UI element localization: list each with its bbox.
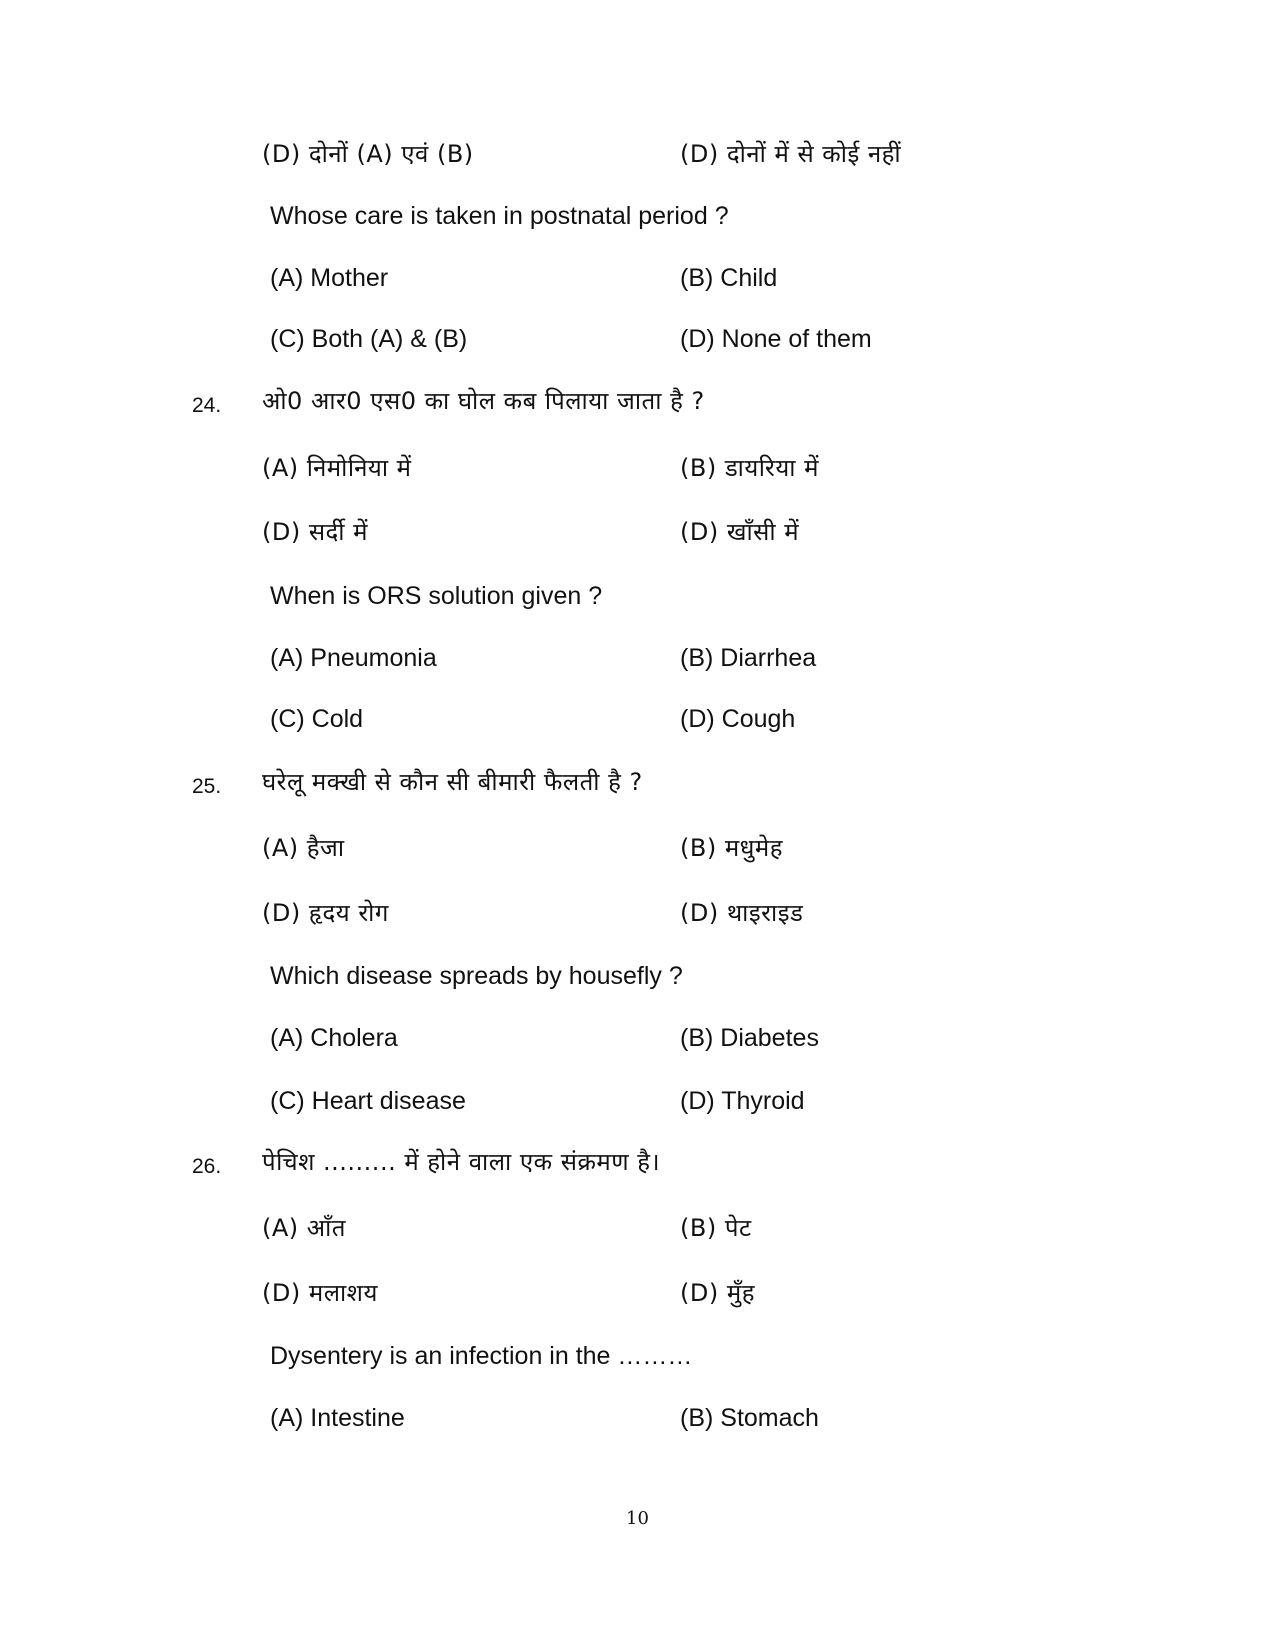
english-option: (C) Both (A) & (B) — [270, 325, 468, 353]
hindi-option: (B) डायरिया में — [680, 454, 819, 482]
hindi-option: (D) दोनों (A) एवं (B) — [262, 140, 474, 168]
hindi-option: (D) हृदय रोग — [262, 899, 389, 927]
hindi-option: (D) मुँह — [680, 1279, 755, 1307]
english-question: Which disease spreads by housefly ? — [270, 962, 683, 990]
english-option: (B) Diabetes — [680, 1024, 819, 1052]
hindi-option: (D) थाइराइड — [680, 899, 804, 927]
hindi-option: (A) आँत — [262, 1214, 346, 1242]
hindi-option: (D) दोनों में से कोई नहीं — [680, 140, 902, 168]
hindi-option: (D) मलाशय — [262, 1279, 378, 1307]
hindi-question: घरेलू मक्खी से कौन सी बीमारी फैलती है ? — [262, 768, 643, 796]
english-option: (A) Pneumonia — [270, 644, 437, 672]
hindi-option: (A) निमोनिया में — [262, 454, 412, 482]
english-option: (C) Cold — [270, 705, 364, 733]
question-number: 24. — [192, 394, 222, 417]
english-option: (B) Diarrhea — [680, 644, 817, 672]
question-number: 26. — [192, 1155, 222, 1178]
page-number: 10 — [626, 1508, 649, 1529]
english-question: When is ORS solution given ? — [270, 582, 603, 610]
english-option: (B) Stomach — [680, 1404, 819, 1432]
english-option: (D) Thyroid — [680, 1087, 805, 1115]
hindi-option: (B) पेट — [680, 1214, 752, 1242]
hindi-option: (D) सर्दी में — [262, 518, 369, 546]
english-option: (A) Intestine — [270, 1404, 405, 1432]
english-option: (B) Child — [680, 264, 778, 292]
english-option: (A) Cholera — [270, 1024, 398, 1052]
hindi-question: ओ0 आर0 एस0 का घोल कब पिलाया जाता है ? — [262, 387, 705, 415]
english-option: (A) Mother — [270, 264, 389, 292]
question-number: 25. — [192, 775, 222, 798]
hindi-option: (D) खाँसी में — [680, 518, 800, 546]
english-option: (C) Heart disease — [270, 1087, 466, 1115]
english-question: Dysentery is an infection in the ……… — [270, 1342, 693, 1370]
english-option: (D) None of them — [680, 325, 872, 353]
english-question: Whose care is taken in postnatal period ? — [270, 202, 729, 230]
english-option: (D) Cough — [680, 705, 796, 733]
hindi-option: (A) हैजा — [262, 834, 345, 862]
hindi-option: (B) मधुमेह — [680, 834, 784, 862]
hindi-question: पेचिश ......... में होने वाला एक संक्रमण है। — [262, 1148, 661, 1176]
